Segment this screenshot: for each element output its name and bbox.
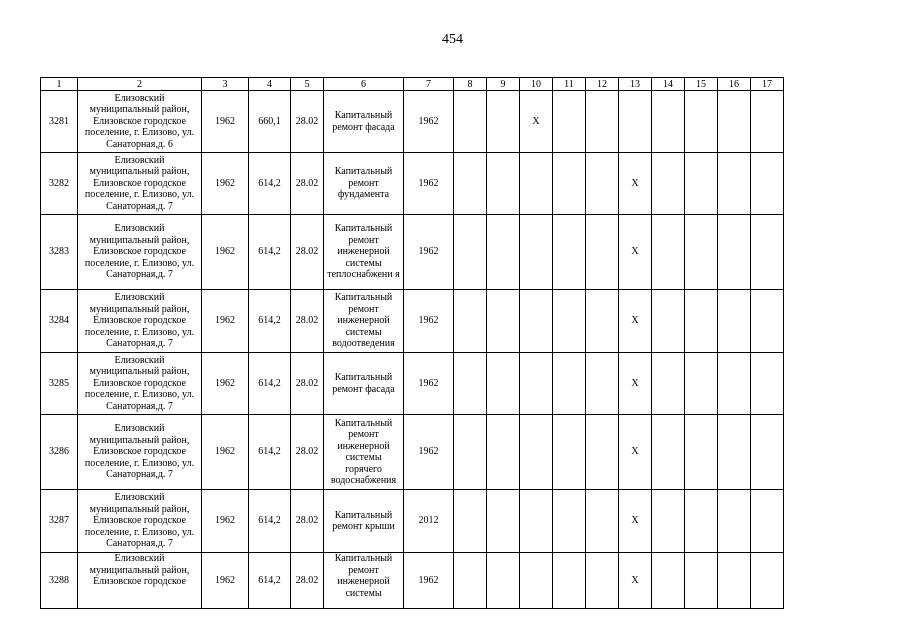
year-cell: 1962 [404, 353, 454, 415]
year-cell: 1962 [404, 553, 454, 609]
area-cell: 614,2 [249, 215, 291, 290]
period-cell-17 [751, 553, 784, 609]
header-cell: 11 [553, 78, 586, 91]
period-cell-16 [718, 91, 751, 153]
period-cell-10 [520, 353, 553, 415]
period-cell-13: X [619, 215, 652, 290]
header-cell: 14 [652, 78, 685, 91]
area-cell: 614,2 [249, 290, 291, 353]
table-row [41, 290, 784, 353]
year-cell: 1962 [404, 415, 454, 490]
area-cell: 614,2 [249, 153, 291, 215]
period-cell-9 [487, 353, 520, 415]
address-cell: Елизовский муниципальный район, Елизовское городское поселение, г. Елизово, ул. Санаторная,д. 7 [78, 415, 202, 490]
period-cell-14 [652, 215, 685, 290]
table-row [41, 490, 784, 553]
code-cell: 28.02 [291, 215, 324, 290]
period-cell-8 [454, 290, 487, 353]
period-cell-16 [718, 553, 751, 609]
period-cell-13: X [619, 290, 652, 353]
area-cell: 614,2 [249, 553, 291, 609]
period-cell-13: X [619, 415, 652, 490]
period-cell-10 [520, 153, 553, 215]
row-number-cell: 3286 [41, 415, 78, 490]
period-cell-17 [751, 353, 784, 415]
code-cell: 28.02 [291, 490, 324, 553]
period-cell-14 [652, 91, 685, 153]
work-type-cell: Капитальный ремонт крыши [324, 490, 404, 553]
construction-year-cell: 1962 [202, 353, 249, 415]
address-cell: Елизовский муниципальный район, Елизовское городское поселение, г. Елизово, ул. Санаторная,д. 7 [78, 490, 202, 553]
address-cell: Елизовский муниципальный район, Елизовское городское поселение, г. Елизово, ул. Санаторная,д. 7 [78, 215, 202, 290]
period-cell-16 [718, 215, 751, 290]
period-cell-13: X [619, 490, 652, 553]
period-cell-15 [685, 353, 718, 415]
period-cell-9 [487, 290, 520, 353]
work-type-cell: Капитальный ремонт инженерной системы теплоснабжени я [324, 215, 404, 290]
period-cell-12 [586, 91, 619, 153]
header-cell: 8 [454, 78, 487, 91]
table-row [41, 415, 784, 490]
period-cell-17 [751, 290, 784, 353]
code-cell: 28.02 [291, 91, 324, 153]
header-cell: 15 [685, 78, 718, 91]
period-cell-8 [454, 353, 487, 415]
header-cell: 7 [404, 78, 454, 91]
construction-year-cell: 1962 [202, 153, 249, 215]
period-cell-12 [586, 290, 619, 353]
address-cell: Елизовский муниципальный район, Елизовское городское [78, 553, 202, 609]
year-cell: 1962 [404, 153, 454, 215]
address-cell: Елизовский муниципальный район, Елизовское городское поселение, г. Елизово, ул. Санаторная,д. 6 [78, 91, 202, 153]
header-cell: 3 [202, 78, 249, 91]
work-type-cell: Капитальный ремонт фасада [324, 91, 404, 153]
row-number-cell: 3285 [41, 353, 78, 415]
area-cell: 614,2 [249, 490, 291, 553]
period-cell-14 [652, 290, 685, 353]
period-cell-15 [685, 153, 718, 215]
area-cell: 614,2 [249, 415, 291, 490]
header-cell: 4 [249, 78, 291, 91]
period-cell-12 [586, 490, 619, 553]
period-cell-10 [520, 215, 553, 290]
period-cell-12 [586, 353, 619, 415]
period-cell-15 [685, 215, 718, 290]
table-row [41, 215, 784, 290]
row-number-cell: 3284 [41, 290, 78, 353]
table-row [41, 553, 784, 609]
work-type-cell: Капитальный ремонт фасада [324, 353, 404, 415]
row-number-cell: 3287 [41, 490, 78, 553]
period-cell-14 [652, 553, 685, 609]
row-number-cell: 3283 [41, 215, 78, 290]
table-row [41, 91, 784, 153]
page-number: 454 [442, 32, 463, 47]
period-cell-8 [454, 415, 487, 490]
period-cell-10 [520, 415, 553, 490]
code-cell: 28.02 [291, 553, 324, 609]
period-cell-17 [751, 215, 784, 290]
construction-year-cell: 1962 [202, 215, 249, 290]
period-cell-13: X [619, 353, 652, 415]
header-cell: 17 [751, 78, 784, 91]
period-cell-9 [487, 415, 520, 490]
period-cell-8 [454, 91, 487, 153]
period-cell-10 [520, 290, 553, 353]
period-cell-14 [652, 415, 685, 490]
period-cell-16 [718, 490, 751, 553]
period-cell-12 [586, 153, 619, 215]
area-cell: 614,2 [249, 353, 291, 415]
period-cell-14 [652, 353, 685, 415]
period-cell-9 [487, 215, 520, 290]
period-cell-11 [553, 353, 586, 415]
year-cell: 2012 [404, 490, 454, 553]
period-cell-17 [751, 153, 784, 215]
period-cell-15 [685, 490, 718, 553]
period-cell-10: X [520, 91, 553, 153]
work-type-cell: Капитальный ремонт фундамента [324, 153, 404, 215]
period-cell-11 [553, 553, 586, 609]
code-cell: 28.02 [291, 353, 324, 415]
period-cell-9 [487, 490, 520, 553]
construction-year-cell: 1962 [202, 553, 249, 609]
period-cell-12 [586, 215, 619, 290]
period-cell-13: X [619, 553, 652, 609]
period-cell-10 [520, 553, 553, 609]
construction-year-cell: 1962 [202, 91, 249, 153]
header-cell: 2 [78, 78, 202, 91]
period-cell-11 [553, 490, 586, 553]
period-cell-8 [454, 490, 487, 553]
period-cell-14 [652, 153, 685, 215]
header-cell: 13 [619, 78, 652, 91]
header-cell: 6 [324, 78, 404, 91]
row-number-cell: 3282 [41, 153, 78, 215]
period-cell-14 [652, 490, 685, 553]
period-cell-13: X [619, 153, 652, 215]
period-cell-8 [454, 553, 487, 609]
construction-year-cell: 1962 [202, 490, 249, 553]
period-cell-12 [586, 415, 619, 490]
code-cell: 28.02 [291, 153, 324, 215]
header-cell: 16 [718, 78, 751, 91]
period-cell-13 [619, 91, 652, 153]
work-type-cell: Капитальный ремонт инженерной системы горячего водоснабжения [324, 415, 404, 490]
period-cell-17 [751, 415, 784, 490]
header-cell: 10 [520, 78, 553, 91]
period-cell-15 [685, 553, 718, 609]
work-type-cell: Капитальный ремонт инженерной системы водоотведения [324, 290, 404, 353]
period-cell-16 [718, 415, 751, 490]
period-cell-12 [586, 553, 619, 609]
row-number-cell: 3281 [41, 91, 78, 153]
period-cell-8 [454, 215, 487, 290]
year-cell: 1962 [404, 215, 454, 290]
address-cell: Елизовский муниципальный район, Елизовское городское поселение, г. Елизово, ул. Санаторная,д. 7 [78, 153, 202, 215]
period-cell-16 [718, 290, 751, 353]
period-cell-11 [553, 290, 586, 353]
construction-year-cell: 1962 [202, 290, 249, 353]
address-cell: Елизовский муниципальный район, Елизовское городское поселение, г. Елизово, ул. Санаторная,д. 7 [78, 353, 202, 415]
period-cell-11 [553, 415, 586, 490]
code-cell: 28.02 [291, 415, 324, 490]
period-cell-16 [718, 153, 751, 215]
year-cell: 1962 [404, 91, 454, 153]
address-cell: Елизовский муниципальный район, Елизовское городское поселение, г. Елизово, ул. Санаторная,д. 7 [78, 290, 202, 353]
period-cell-15 [685, 290, 718, 353]
period-cell-9 [487, 91, 520, 153]
period-cell-11 [553, 215, 586, 290]
period-cell-11 [553, 153, 586, 215]
period-cell-9 [487, 153, 520, 215]
period-cell-17 [751, 91, 784, 153]
row-number-cell: 3288 [41, 553, 78, 609]
header-cell: 1 [41, 78, 78, 91]
header-cell: 5 [291, 78, 324, 91]
code-cell: 28.02 [291, 290, 324, 353]
header-row [41, 78, 784, 91]
header-cell: 12 [586, 78, 619, 91]
registry-table [40, 77, 784, 609]
year-cell: 1962 [404, 290, 454, 353]
period-cell-10 [520, 490, 553, 553]
period-cell-17 [751, 490, 784, 553]
period-cell-16 [718, 353, 751, 415]
period-cell-15 [685, 91, 718, 153]
header-cell: 9 [487, 78, 520, 91]
table-row [41, 353, 784, 415]
period-cell-9 [487, 553, 520, 609]
work-type-cell: Капитальный ремонт инженерной системы [324, 553, 404, 609]
period-cell-11 [553, 91, 586, 153]
period-cell-8 [454, 153, 487, 215]
area-cell: 660,1 [249, 91, 291, 153]
period-cell-15 [685, 415, 718, 490]
table-row [41, 153, 784, 215]
construction-year-cell: 1962 [202, 415, 249, 490]
